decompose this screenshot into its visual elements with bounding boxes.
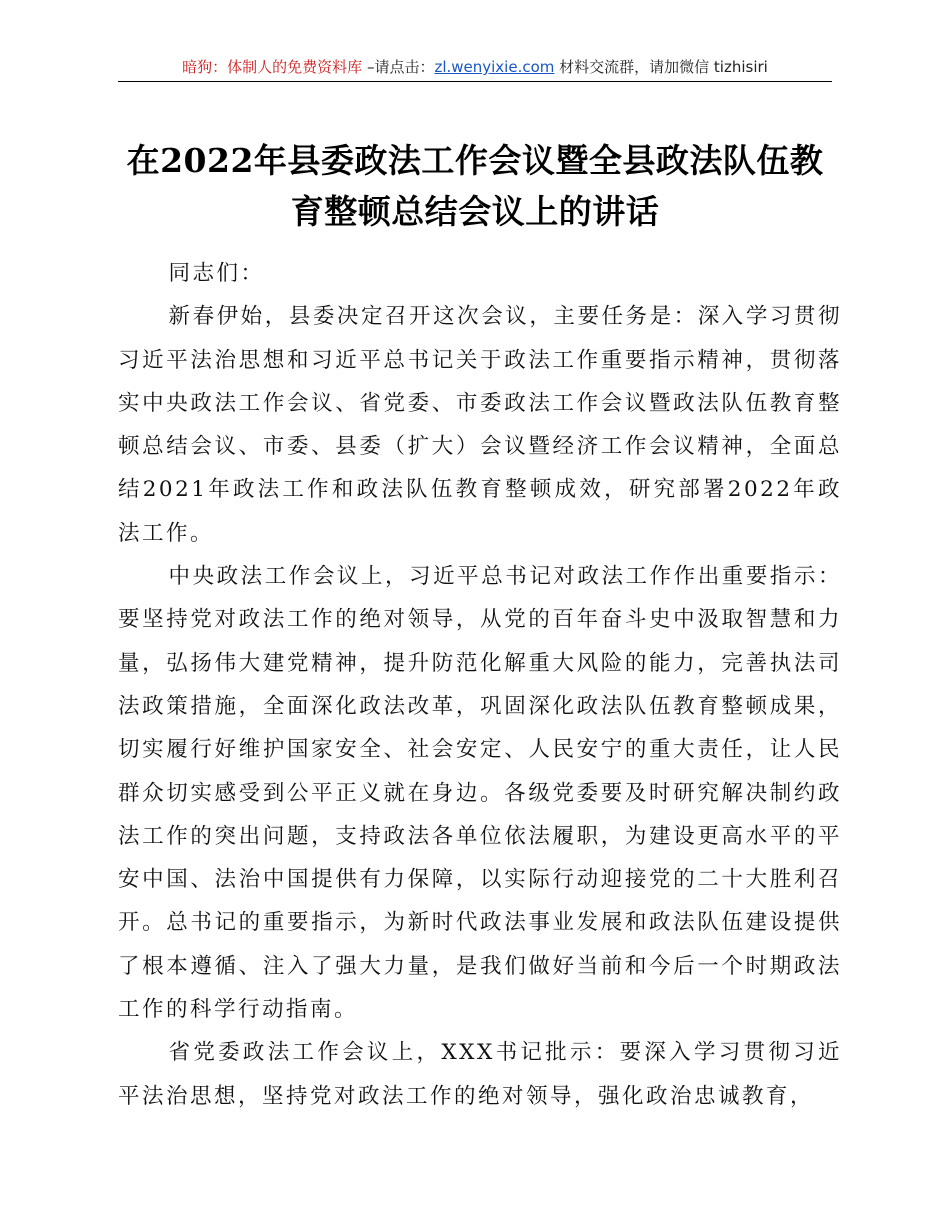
title-line-2: 育整顿总结会议上的讲话: [290, 192, 660, 231]
page-header: [118, 55, 832, 82]
salutation: 同志们：: [168, 261, 265, 286]
header-brand: 暗狗：体制人的免费资料库: [182, 58, 363, 76]
header-contact: 材料交流群，请加微信 tizhisiri: [554, 58, 768, 76]
header-link[interactable]: zl.wenyixie.com: [434, 58, 555, 76]
header-prompt: –请点击：: [362, 58, 435, 76]
title-line-1: 在2022年县委政法工作会议暨全县政法队伍教: [126, 141, 824, 180]
body-paragraph: 新春伊始，县委决定召开这次会议，主要任务是：深入学习贯彻习近平法治思想和习近平总书记关于政法工作重要指示精神，贯彻落实中央政法工作会议、省党委、市委政法工作会议暨政法队伍教育整顿总结会议、市委、县委（扩大）会议暨经济工作会议精神，全面总结2021年政法工作和政法队伍教育整顿成效，研究部署2022年政法工作。: [118, 304, 842, 546]
body-paragraph: 省党委政法工作会议上，XXX书记批示：要深入学习贯彻习近平法治思想，坚持党对政法工作的绝对领导，强化政治忠诚教育，: [118, 1040, 842, 1109]
document-title: [100, 135, 850, 237]
document-body: [118, 252, 842, 1118]
body-paragraph: 中央政法工作会议上，习近平总书记对政法工作作出重要指示：要坚持党对政法工作的绝对领导，从党的百年奋斗史中汲取智慧和力量，弘扬伟大建党精神，提升防范化解重大风险的能力，完善执法司法政策措施，全面深化政法改革，巩固深化政法队伍教育整顿成果，切实履行好维护国家安全、社会安定、人民安宁的重大责任，让人民群众切实感受到公平正义就在身边。各级党委要及时研究解决制约政法工作的突出问题，支持政法各单位依法履职，为建设更高水平的平安中国、法治中国提供有力保障，以实际行动迎接党的二十大胜利召开。总书记的重要指示，为新时代政法事业发展和政法队伍建设提供了根本遵循、注入了强大力量，是我们做好当前和今后一个时期政法工作的科学行动指南。: [118, 564, 842, 1023]
